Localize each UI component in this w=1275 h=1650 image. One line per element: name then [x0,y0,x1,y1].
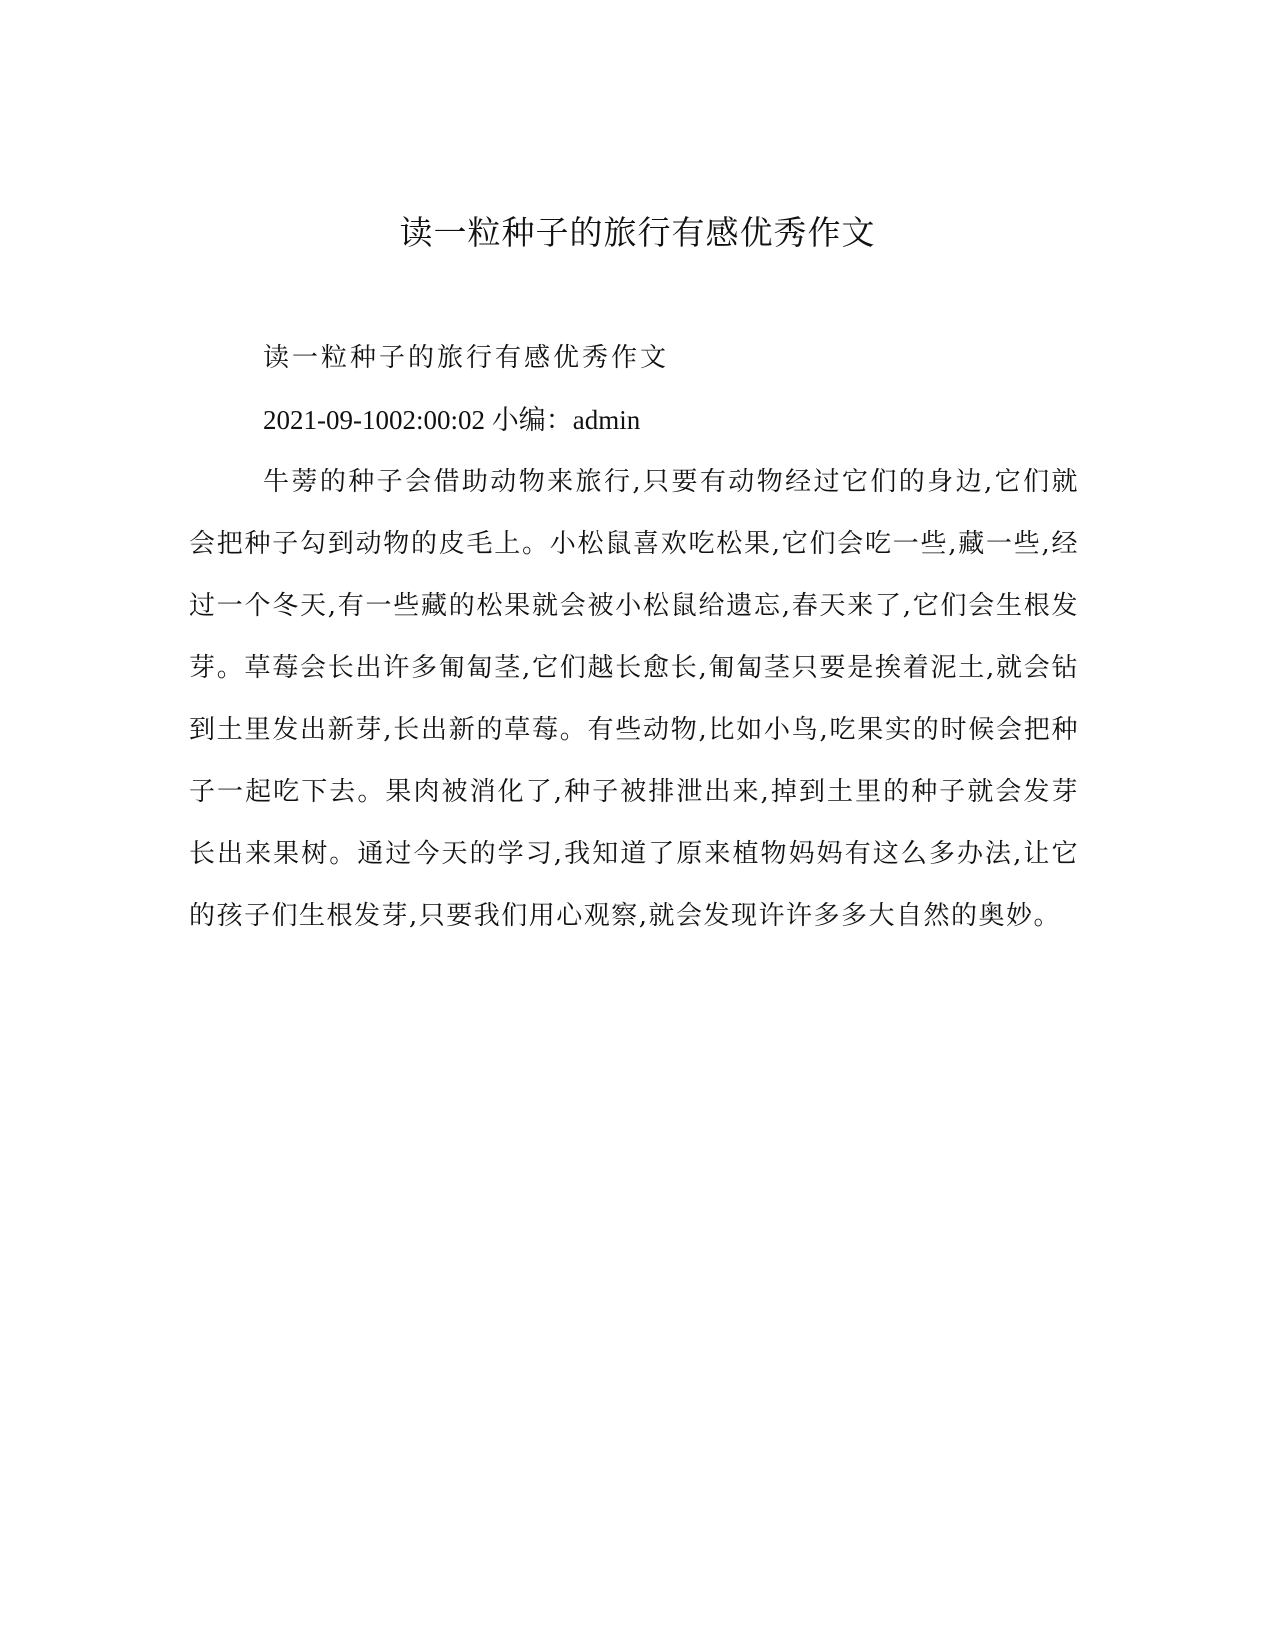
document-title: 读一粒种子的旅行有感优秀作文 [399,213,876,252]
body-paragraph: 牛蒡的种子会借助动物来旅行,只要有动物经过它们的身边,它们就会把种子勾到动物的皮毛上。小松鼠喜欢吃松果,它们会吃一些,藏一些,经过一个冬天,有一些藏的松果就会被小松鼠给遗忘,春天来了,它们会生根发芽。草莓会长出许多匍匐茎,它们越长愈长,匍匐茎只要是挨着泥土,就会钻到土里发出新芽,长出新的草莓。有些动物,比如小鸟,吃果实的时候会把种子一起吃下去。果肉被消化了,种子被排泄出来,掉到土里的种子就会发芽长出来果树。通过今天的学习,我知道了原来植物妈妈有这么多办法,让它的孩子们生根发芽,只要我们用心观察,就会发现许许多多大自然的奥妙。 [189,467,1079,931]
document-subtitle: 读一粒种子的旅行有感优秀作文 [263,343,670,373]
document-meta: 2021-09-1002:00:02 小编：admin [263,405,641,435]
document-body [189,327,1079,947]
